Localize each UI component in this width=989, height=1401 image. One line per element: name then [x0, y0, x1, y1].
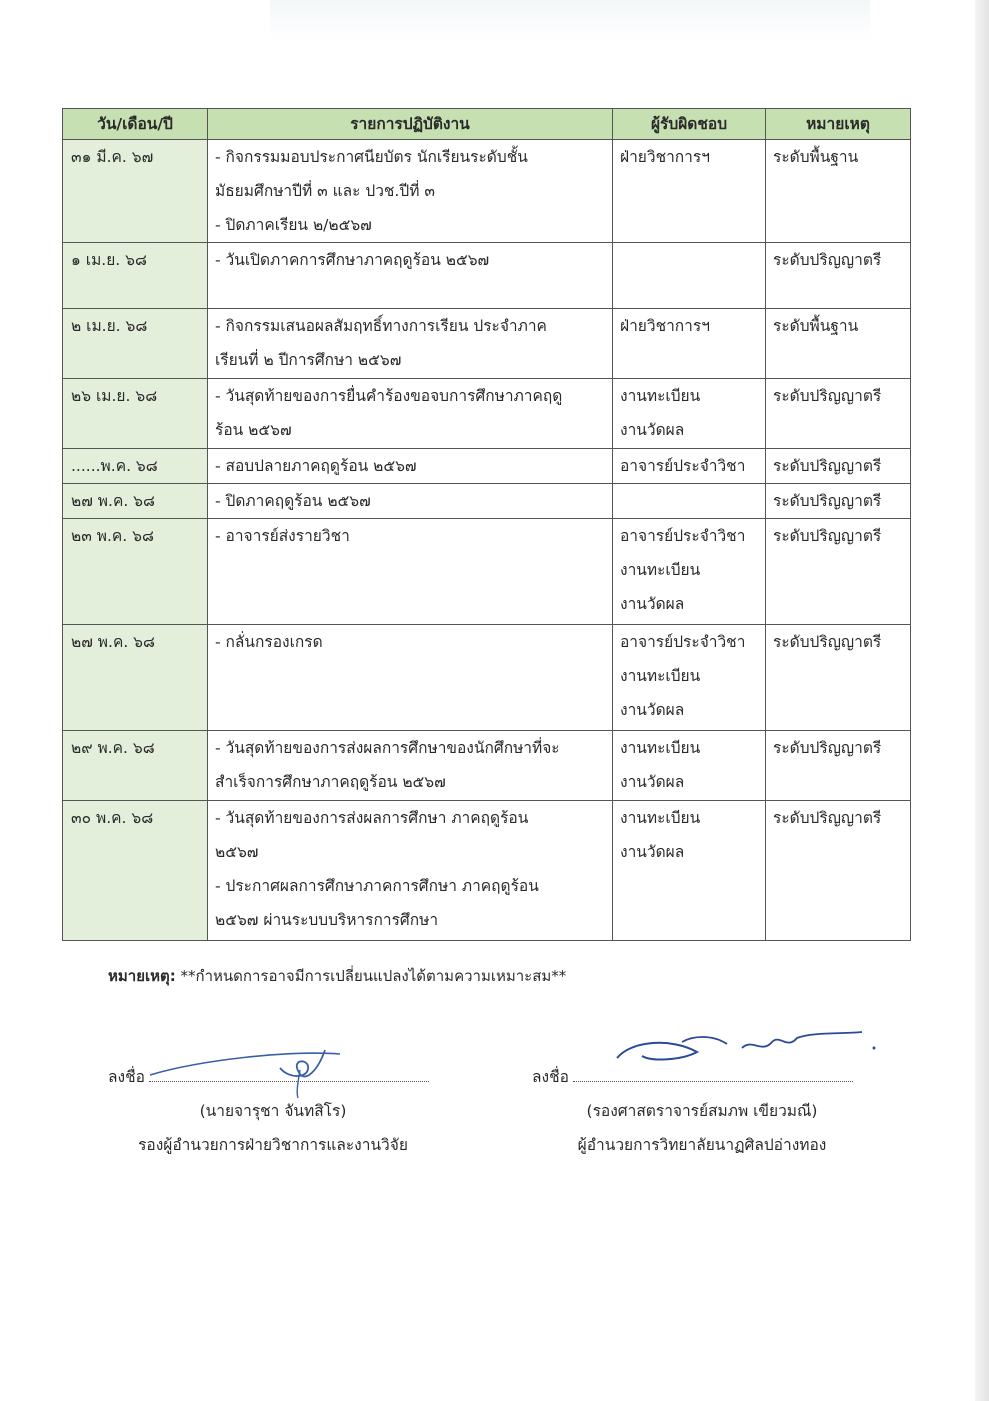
table-row [63, 625, 911, 731]
responsible-cell [613, 309, 766, 379]
responsible-line: ฝ่ายวิชาการฯ [620, 317, 710, 335]
task-cell [208, 484, 613, 519]
task-line: มัธยมศึกษาปีที่ ๓ และ ปวช.ปีที่ ๓ [215, 182, 435, 200]
date-cell: ๒๗ พ.ค. ๖๘ [63, 484, 208, 519]
responsible-line: งานทะเบียน [620, 809, 701, 827]
table-header-row [63, 109, 911, 140]
date-cell: ๒ เม.ย. ๖๘ [63, 309, 208, 379]
handwritten-signature-right [612, 1020, 882, 1070]
responsible-cell [613, 484, 766, 519]
responsible-cell [613, 519, 766, 625]
task-line: - กลั่นกรองเกรด [215, 633, 323, 651]
date-cell: ๒๖ เม.ย. ๖๘ [63, 379, 208, 449]
remark [108, 962, 566, 990]
task-line: - วันสุดท้ายของการยื่นคำร้องขอจบการศึกษาภาคฤดู [215, 387, 563, 405]
task-line: ๒๕๖๗ ผ่านระบบบริหารการศึกษา [215, 911, 439, 929]
task-cell [208, 449, 613, 484]
handwritten-signature-left [140, 1030, 340, 1100]
scan-shadow [270, 0, 870, 40]
table-row [63, 243, 911, 309]
responsible-line: งานทะเบียน [620, 667, 701, 685]
sign-label: ลงชื่อ [532, 1068, 569, 1086]
task-line: - วันสุดท้ายของการส่งผลการศึกษา ภาคฤดูร้อน [215, 809, 529, 827]
task-cell [208, 625, 613, 731]
table-row [63, 309, 911, 379]
responsible-line: อาจารย์ประจำวิชา [620, 527, 746, 545]
task-line: - ปิดภาคเรียน ๒/๒๕๖๗ [215, 216, 372, 234]
responsible-cell [613, 243, 766, 309]
responsible-line: งานวัดผล [620, 843, 685, 861]
responsible-line: อาจารย์ประจำวิชา [620, 633, 746, 651]
note-cell: ระดับปริญญาตรี [766, 625, 911, 731]
task-cell [208, 731, 613, 801]
task-line: - สอบปลายภาคฤดูร้อน ๒๕๖๗ [215, 457, 417, 475]
task-line: ๒๕๖๗ [215, 843, 259, 861]
date-cell: ๓๐ พ.ค. ๖๘ [63, 801, 208, 941]
task-line: - วันเปิดภาคการศึกษาภาคฤดูร้อน ๒๕๖๗ [215, 251, 490, 269]
responsible-cell [613, 140, 766, 243]
task-cell [208, 801, 613, 941]
responsible-line: งานวัดผล [620, 421, 685, 439]
responsible-cell [613, 449, 766, 484]
responsible-cell [613, 625, 766, 731]
signer-position: ผู้อำนวยการวิทยาลัยนาฏศิลปอ่างทอง [577, 1136, 827, 1154]
task-line: - อาจารย์ส่งรายวิชา [215, 527, 350, 545]
remark-text: **กำหนดการอาจมีการเปลี่ยนแปลงได้ตามความเหมาะสม** [175, 967, 567, 985]
note-cell: ระดับพื้นฐาน [766, 309, 911, 379]
note-cell: ระดับปริญญาตรี [766, 379, 911, 449]
task-line: - ประกาศผลการศึกษาภาคการศึกษา ภาคฤดูร้อน [215, 877, 539, 895]
task-line: - ปิดภาคฤดูร้อน ๒๕๖๗ [215, 492, 371, 510]
header-note: หมายเหตุ [766, 109, 911, 140]
task-line: สำเร็จการศึกษาภาคฤดูร้อน ๒๕๖๗ [215, 773, 446, 791]
note-cell: ระดับพื้นฐาน [766, 140, 911, 243]
task-line: เรียนที่ ๒ ปีการศึกษา ๒๕๖๗ [215, 351, 402, 369]
signer-position: รองผู้อำนวยการฝ่ายวิชาการและงานวิจัย [138, 1136, 408, 1154]
header-task: รายการปฏิบัติงาน [208, 109, 613, 140]
header-date: วัน/เดือน/ปี [63, 109, 208, 140]
responsible-line: งานวัดผล [620, 701, 685, 719]
header-responsible: ผู้รับผิดชอบ [613, 109, 766, 140]
page-edge [975, 0, 989, 1401]
responsible-line: งานวัดผล [620, 773, 685, 791]
note-cell: ระดับปริญญาตรี [766, 801, 911, 941]
responsible-line: อาจารย์ประจำวิชา [620, 457, 746, 475]
note-cell: ระดับปริญญาตรี [766, 484, 911, 519]
responsible-line: งานวัดผล [620, 595, 685, 613]
note-cell: ระดับปริญญาตรี [766, 449, 911, 484]
responsible-line: งานทะเบียน [620, 561, 701, 579]
signature-block-right [532, 1060, 872, 1162]
table-row [63, 731, 911, 801]
task-cell [208, 519, 613, 625]
task-cell [208, 309, 613, 379]
task-line: ร้อน ๒๕๖๗ [215, 421, 292, 439]
responsible-cell [613, 731, 766, 801]
responsible-line: งานทะเบียน [620, 387, 701, 405]
sign-label: ลงชื่อ [108, 1068, 145, 1086]
table-row [63, 801, 911, 941]
table-row [63, 140, 911, 243]
responsible-line: ฝ่ายวิชาการฯ [620, 148, 710, 166]
responsible-cell [613, 801, 766, 941]
task-line: - กิจกรรมเสนอผลสัมฤทธิ์ทางการเรียน ประจำภาค [215, 317, 547, 335]
date-cell: ๒๓ พ.ค. ๖๘ [63, 519, 208, 625]
table-row [63, 484, 911, 519]
responsible-line: งานทะเบียน [620, 739, 701, 757]
note-cell: ระดับปริญญาตรี [766, 243, 911, 309]
task-cell [208, 243, 613, 309]
task-line: - กิจกรรมมอบประกาศนียบัตร นักเรียนระดับชั้น [215, 148, 528, 166]
date-cell: ๒๙ พ.ค. ๖๘ [63, 731, 208, 801]
date-cell: ......พ.ค. ๖๘ [63, 449, 208, 484]
signer-name: (รองศาสตราจารย์สมภพ เขียวมณี) [586, 1102, 818, 1120]
date-cell: ๓๑ มี.ค. ๖๗ [63, 140, 208, 243]
remark-label: หมายเหตุ: [108, 967, 176, 985]
task-cell [208, 140, 613, 243]
task-line: - วันสุดท้ายของการส่งผลการศึกษาของนักศึกษาที่จะ [215, 739, 560, 757]
schedule-table [62, 108, 911, 941]
signer-name: (นายจารุชา จันทสิโร) [199, 1102, 347, 1120]
note-cell: ระดับปริญญาตรี [766, 519, 911, 625]
table-row [63, 519, 911, 625]
table-row [63, 379, 911, 449]
task-cell [208, 379, 613, 449]
date-cell: ๑ เม.ย. ๖๘ [63, 243, 208, 309]
responsible-cell [613, 379, 766, 449]
note-cell: ระดับปริญญาตรี [766, 731, 911, 801]
table-row [63, 449, 911, 484]
date-cell: ๒๗ พ.ค. ๖๘ [63, 625, 208, 731]
